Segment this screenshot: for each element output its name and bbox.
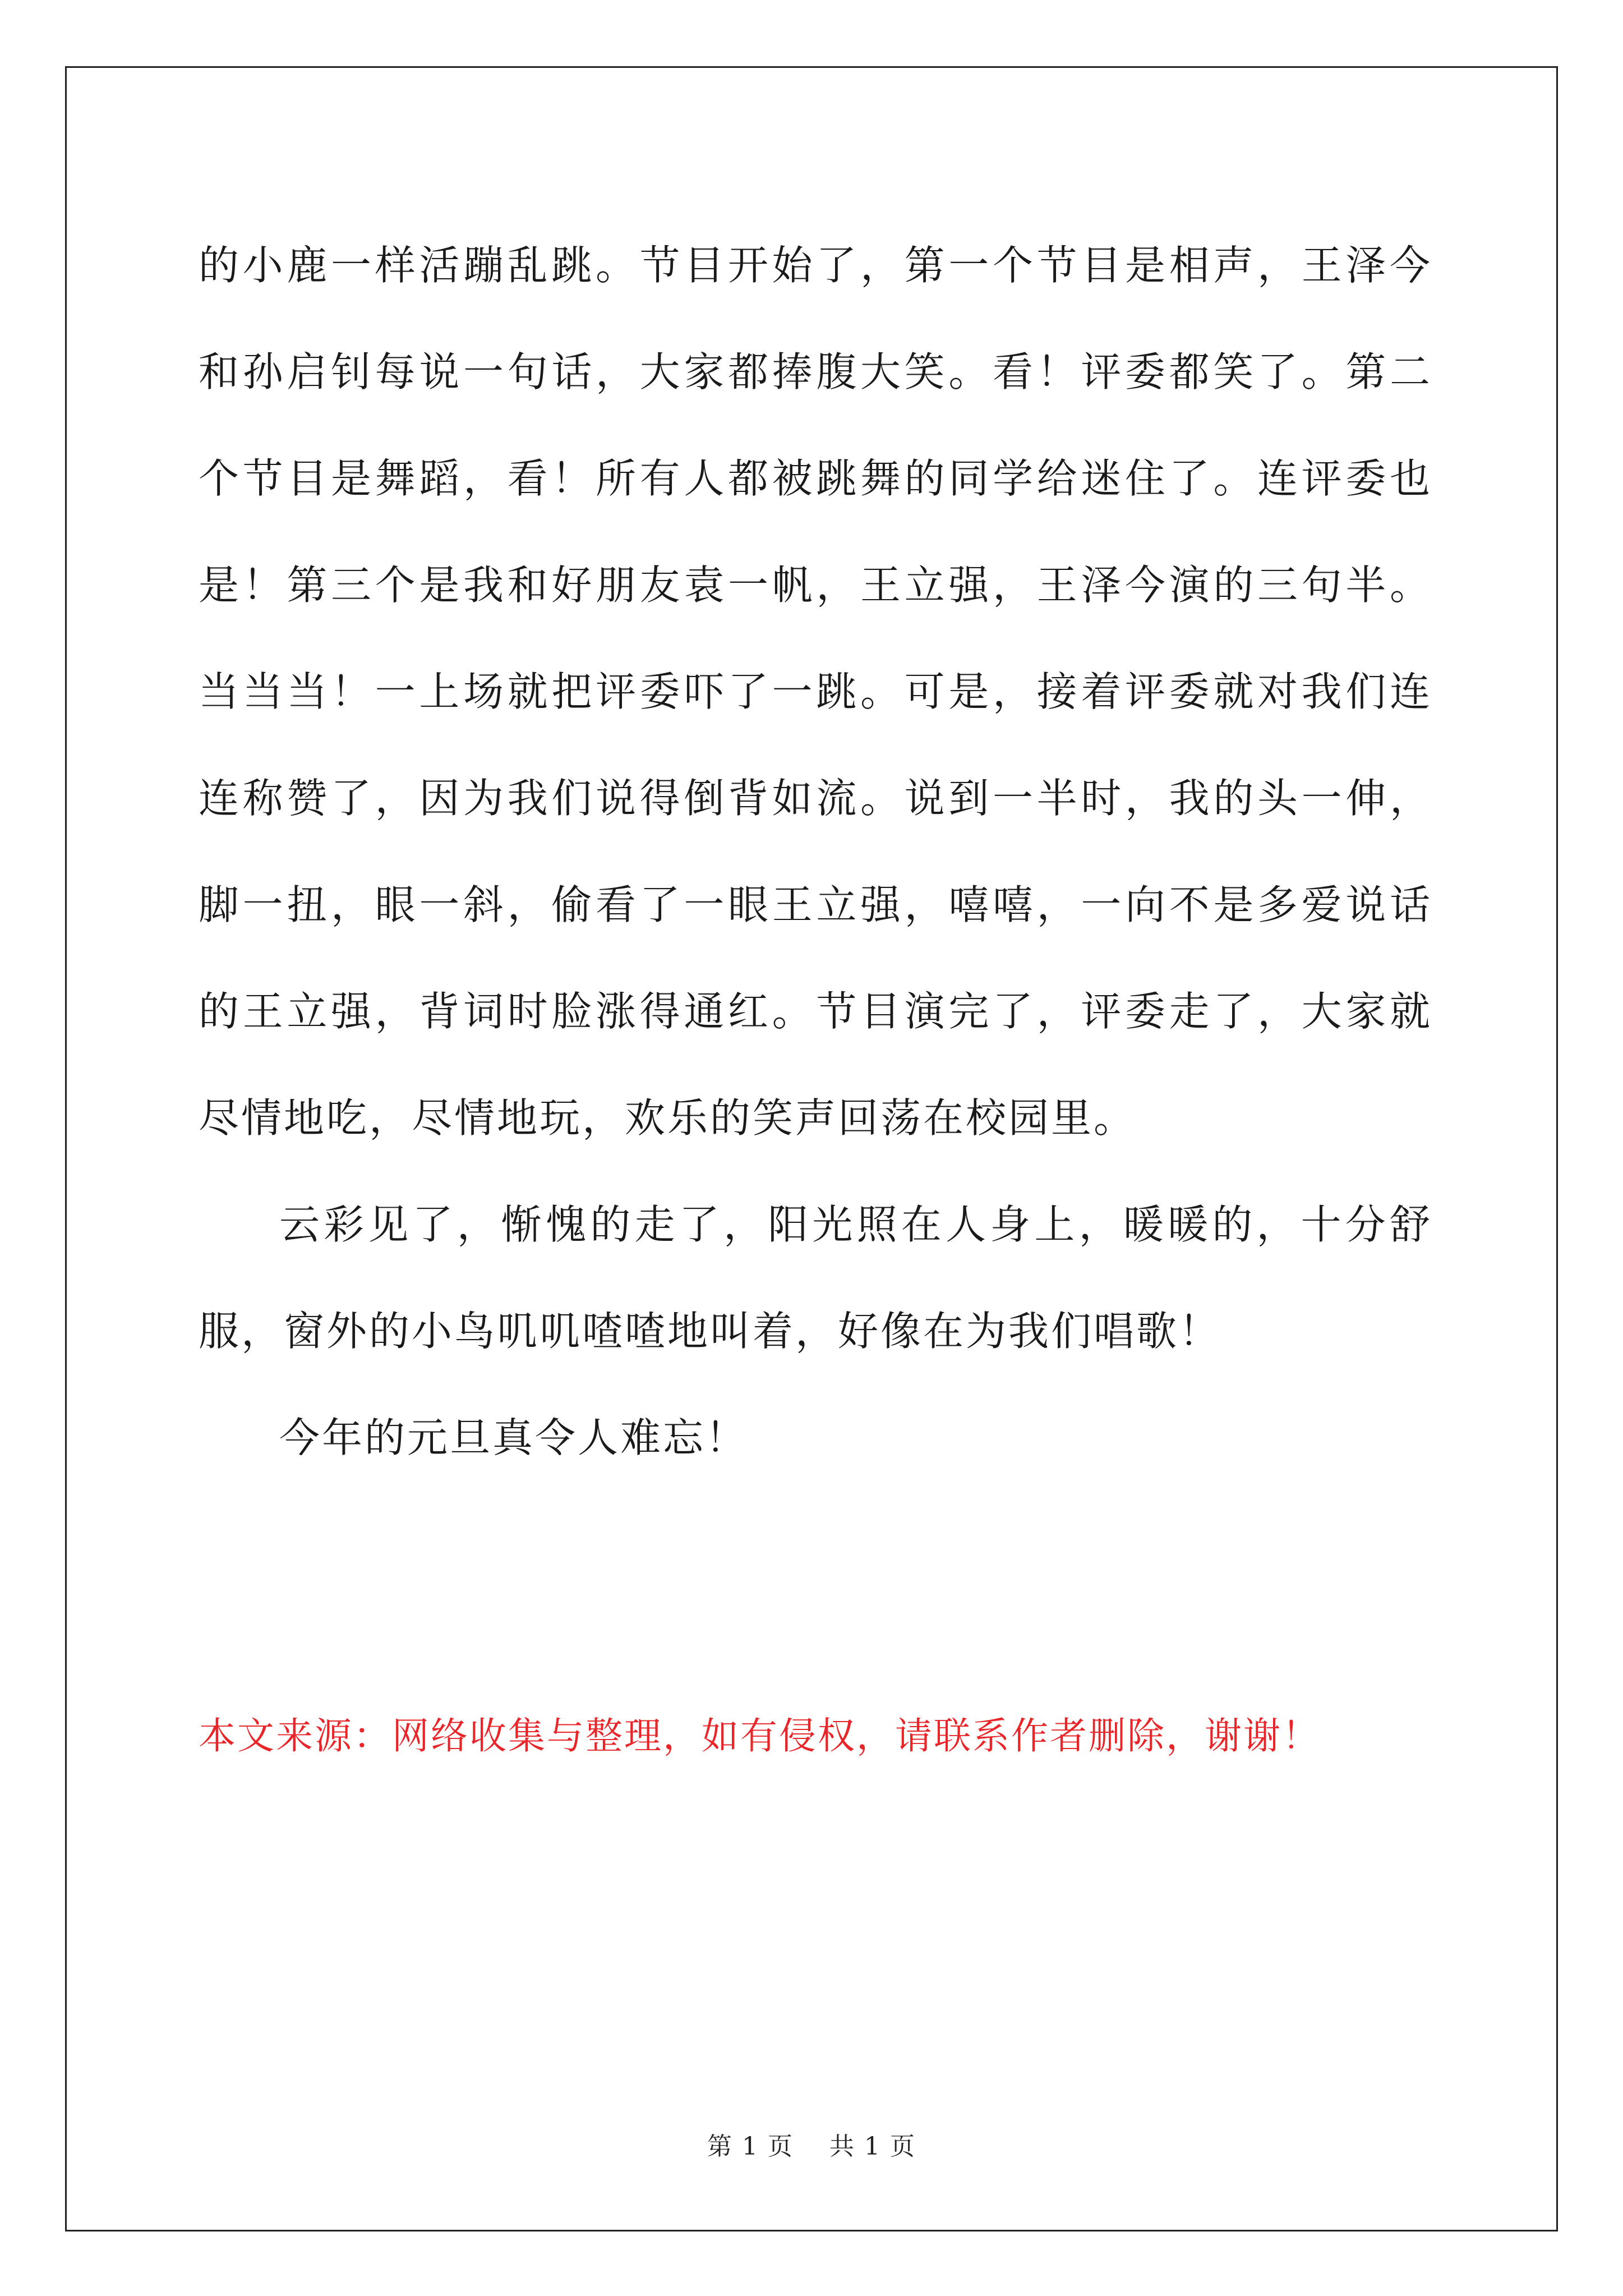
page-number-current: 第 1 页	[707, 2132, 794, 2161]
page-number-total: 共 1 页	[829, 2132, 916, 2161]
body-paragraph-2: 云彩见了，惭愧的走了，阳光照在人身上，暖暖的，十分舒服，窗外的小鸟叽叽喳喳地叫着，好像在为我们唱歌！	[199, 1201, 1432, 1355]
source-disclaimer: 本文来源：网络收集与整理，如有侵权，请联系作者删除，谢谢！	[199, 1714, 1321, 1757]
page-footer	[0, 2126, 1623, 2162]
document-body	[199, 212, 1432, 1491]
body-paragraph-1: 的小鹿一样活蹦乱跳。节目开始了，第一个节目是相声，王泽今和孙启钊每说一句话，大家都捧腹大笑。看！评委都笑了。第二个节目是舞蹈，看！所有人都被跳舞的同学给迷住了。连评委也是！第三个是我和好朋友袁一帆，王立强，王泽今演的三句半。当当当！一上场就把评委吓了一跳。可是，接着评委就对我们连连称赞了，因为我们说得倒背如流。说到一半时，我的头一伸，脚一扭，眼一斜，偷看了一眼王立强，嘻嘻，一向不是多爱说话的王立强，背词时脸涨得通红。节目演完了，评委走了，大家就尽情地吃，尽情地玩，欢乐的笑声回荡在校园里。	[199, 242, 1432, 1142]
body-paragraph-3: 今年的元旦真令人难忘！	[279, 1414, 749, 1461]
